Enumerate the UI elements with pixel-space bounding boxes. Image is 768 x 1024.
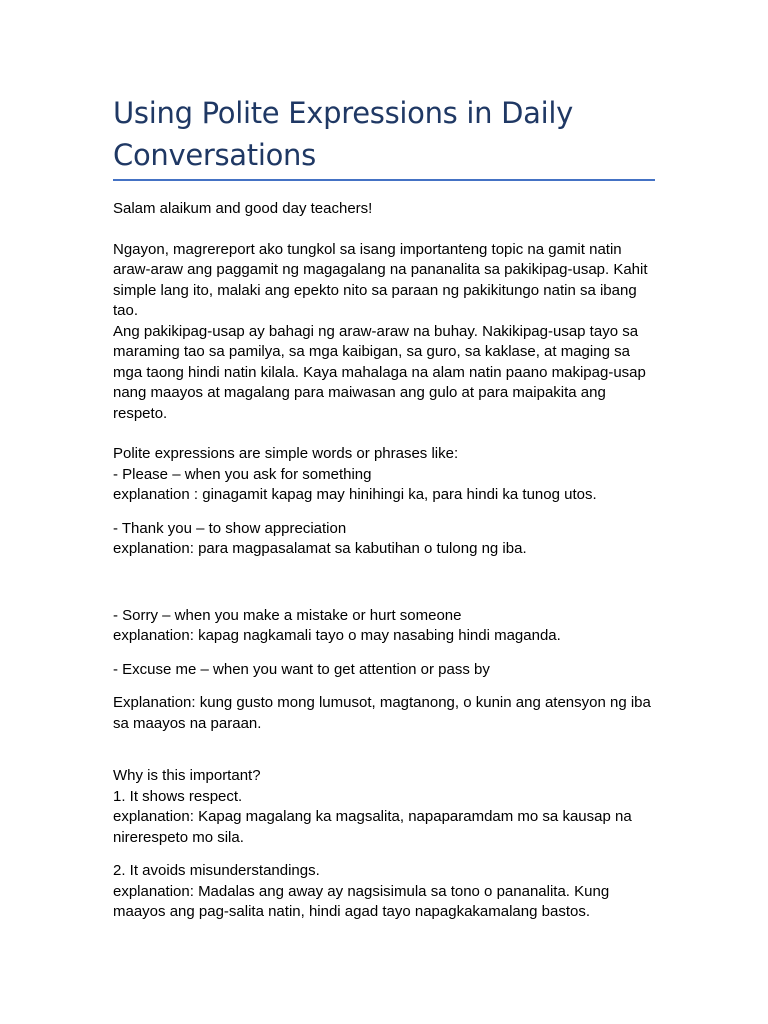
greeting: Salam alaikum and good day teachers! <box>113 200 373 217</box>
thank-you-line: - Thank you – to show appreciation <box>113 519 347 537</box>
reason-1: 1. It shows respect. <box>113 787 243 805</box>
thank-you-explanation: explanation: para magpasalamat sa kabutihan o tulong ng iba. <box>113 540 527 557</box>
excuse-me-explanation: Explanation: kung gusto mong lumusot, magtanong, o kunin ang atensyon ng iba sa maayos na paraan. <box>113 694 651 732</box>
document-title <box>113 92 658 176</box>
please-line: - Please – when you ask for something <box>113 465 372 483</box>
why-heading: Why is this important? <box>113 767 261 784</box>
sorry-explanation: explanation: kapag nagkamali tayo o may nasabing hindi maganda. <box>113 627 561 644</box>
context-paragraph: Ang pakikipag-usap ay bahagi ng araw-araw na buhay. Nakikipag-usap tayo sa maraming tao sa pamilya, sa mga kaibigan, sa guro, sa kaklase, at maging sa mga taong hindi natin kilala. Kaya mahalaga na alam natin paano makipag-usap nang maayos at magalang para maiwasan ang gulo at para maipakita ang respeto. <box>113 322 646 422</box>
expressions-heading: Polite expressions are simple words or phrases like: <box>113 445 459 462</box>
sorry-line: - Sorry – when you make a mistake or hurt someone <box>113 606 462 624</box>
intro-paragraph: Ngayon, magrereport ako tungkol sa isang importanteng topic na gamit natin araw-araw ang paggamit ng magagalang na pananalita sa pakikipag-usap. Kahit simple lang ito, malaki ang epekto nito sa paraan ng pakikitungo natin sa ibang tao. <box>113 240 648 319</box>
reason-2-explanation: explanation: Madalas ang away ay nagsisimula sa tono o pananalita. Kung maayos ang pag-salita natin, hindi agad tayo napagkakamalang bastos. <box>113 882 610 920</box>
reason-2: 2. It avoids misunderstandings. <box>113 862 320 879</box>
document-page <box>113 92 658 923</box>
title-line-2: Conversations <box>113 138 316 172</box>
title-underline <box>113 179 655 181</box>
excuse-me-line: - Excuse me – when you want to get attention or pass by <box>113 660 490 678</box>
title-line-1: Using Polite Expressions in Daily <box>113 96 574 130</box>
reason-1-explanation: explanation: Kapag magalang ka magsalita, napaparamdam mo sa kausap na nirerespeto mo sila. <box>113 808 632 846</box>
document-body <box>113 199 658 923</box>
please-explanation: explanation : ginagamit kapag may hinihingi ka, para hindi ka tunog utos. <box>113 486 597 503</box>
